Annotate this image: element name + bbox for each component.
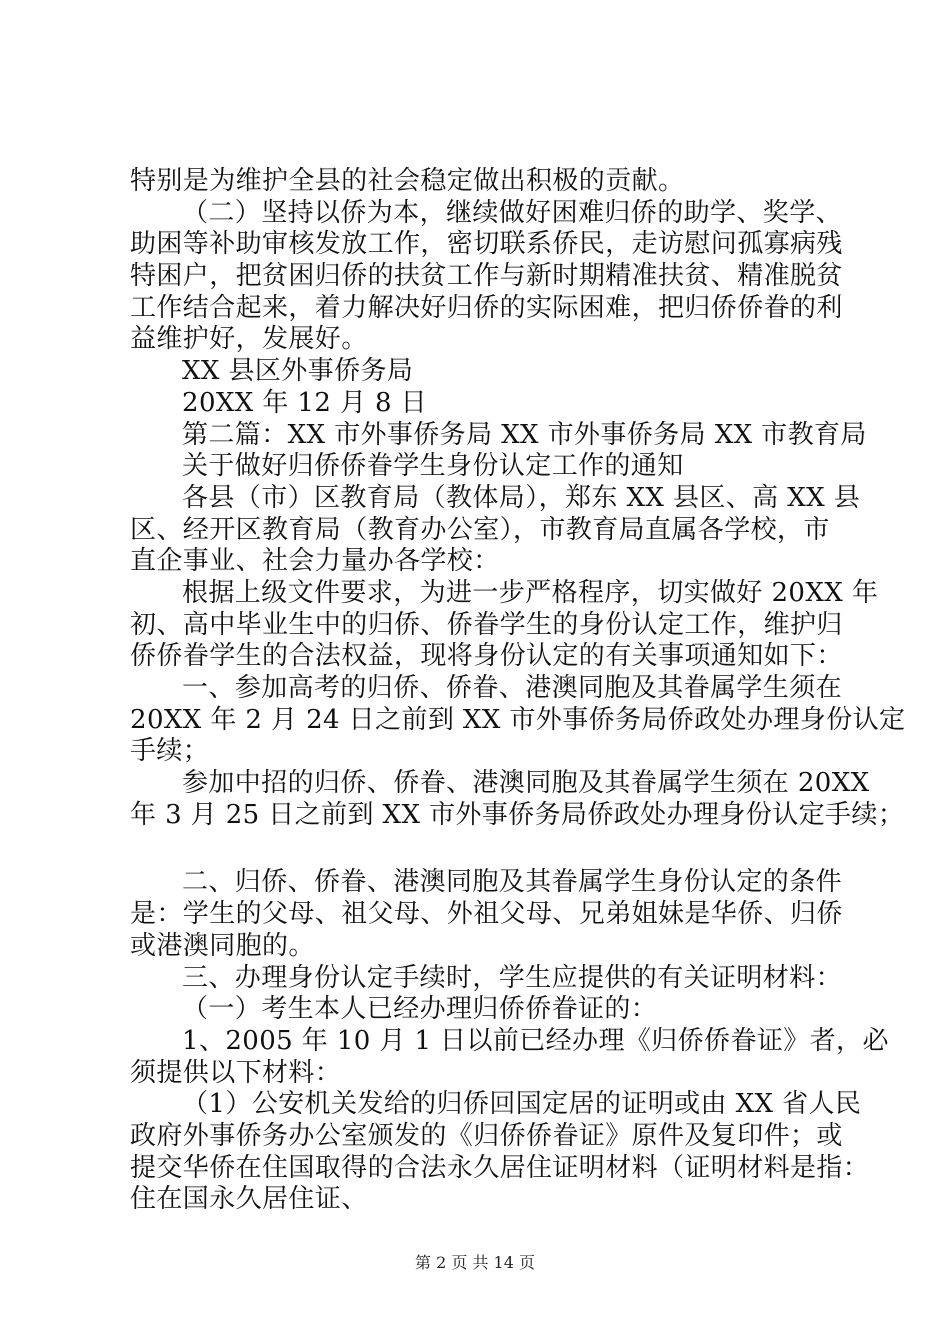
text-line: 益维护好，发展好。 bbox=[130, 324, 368, 355]
text-line: 工作结合起来，着力解决好归侨的实际困难，把归侨侨眷的利 bbox=[130, 292, 843, 323]
text-line: 参加中招的归侨、侨眷、港澳同胞及其眷属学生须在 20XX bbox=[182, 768, 870, 799]
text-line: 是：学生的父母、祖父母、外祖父母、兄弟姐妹是华侨、归侨 bbox=[130, 899, 843, 930]
text-line: 或港澳同胞的。 bbox=[130, 930, 315, 961]
text-line: 年 3 月 25 日之前到 XX 市外事侨务局侨政处办理身份认定手续； bbox=[130, 799, 905, 830]
text-line: （一）考生本人已经办理归侨侨眷证的： bbox=[182, 994, 658, 1025]
notice-title: 关于做好归侨侨眷学生身份认定工作的通知 bbox=[182, 451, 684, 482]
text-line: 根据上级文件要求，为进一步严格程序，切实做好 20XX 年 bbox=[182, 577, 879, 608]
text-line: 须提供以下材料： bbox=[130, 1057, 342, 1088]
text-line: 政府外事侨务办公室颁发的《归侨侨眷证》原件及复印件；或 bbox=[130, 1120, 843, 1151]
signature-date: 20XX 年 12 月 8 日 bbox=[182, 387, 428, 418]
text-line: 侨侨眷学生的合法权益，现将身份认定的有关事项通知如下： bbox=[130, 641, 843, 672]
blank-line bbox=[130, 831, 840, 867]
text-line: 特别是为维护全县的社会稳定做出积极的贡献。 bbox=[130, 166, 685, 196]
text-line: （二）坚持以侨为本，继续做好困难归侨的助学、奖学、 bbox=[182, 197, 843, 228]
text-line: 1、2005 年 10 月 1 日以前已经办理《归侨侨眷证》者，必 bbox=[182, 1025, 889, 1056]
text-line: 特困户，把贫困归侨的扶贫工作与新时期精准扶贫、精准脱贫 bbox=[130, 261, 843, 292]
page-number: 第 2 页 共 14 页 bbox=[415, 1253, 535, 1272]
text-line: 一、参加高考的归侨、侨眷、港澳同胞及其眷属学生须在 bbox=[182, 673, 843, 703]
text-line: 各县（市）区教育局（教体局），郑东 XX 县区、高 XX 县 bbox=[182, 482, 861, 513]
section-heading: 第二篇：XX 市外事侨务局 XX 市外事侨务局 XX 市教育局 bbox=[182, 419, 867, 450]
text-line: （1）公安机关发给的归侨回国定居的证明或由 XX 省人民 bbox=[182, 1089, 862, 1120]
text-line: 初、高中毕业生中的归侨、侨眷学生的身份认定工作，维护归 bbox=[130, 609, 843, 640]
text-line: 三、办理身份认定手续时，学生应提供的有关证明材料： bbox=[182, 962, 843, 993]
text-line: 区、经开区教育局（教育办公室），市教育局直属各学校，市 bbox=[130, 514, 830, 545]
text-line: 手续； bbox=[130, 736, 210, 767]
document-body bbox=[130, 166, 906, 1216]
text-line: 助困等补助审核发放工作，密切联系侨民，走访慰问孤寡病残 bbox=[130, 229, 843, 260]
text-line: 20XX 年 2 月 24 日之前到 XX 市外事侨务局侨政处办理身份认定 bbox=[130, 704, 906, 735]
text-line: 直企事业、社会力量办各学校： bbox=[130, 546, 500, 577]
text-line: 二、归侨、侨眷、港澳同胞及其眷属学生身份认定的条件 bbox=[182, 867, 843, 898]
text-line: 提交华侨在住国取得的合法永久居住证明材料（证明材料是指： bbox=[130, 1152, 870, 1183]
text-line: 住在国永久居住证、 bbox=[130, 1184, 368, 1215]
signature-org: XX 县区外事侨务局 bbox=[182, 356, 414, 387]
